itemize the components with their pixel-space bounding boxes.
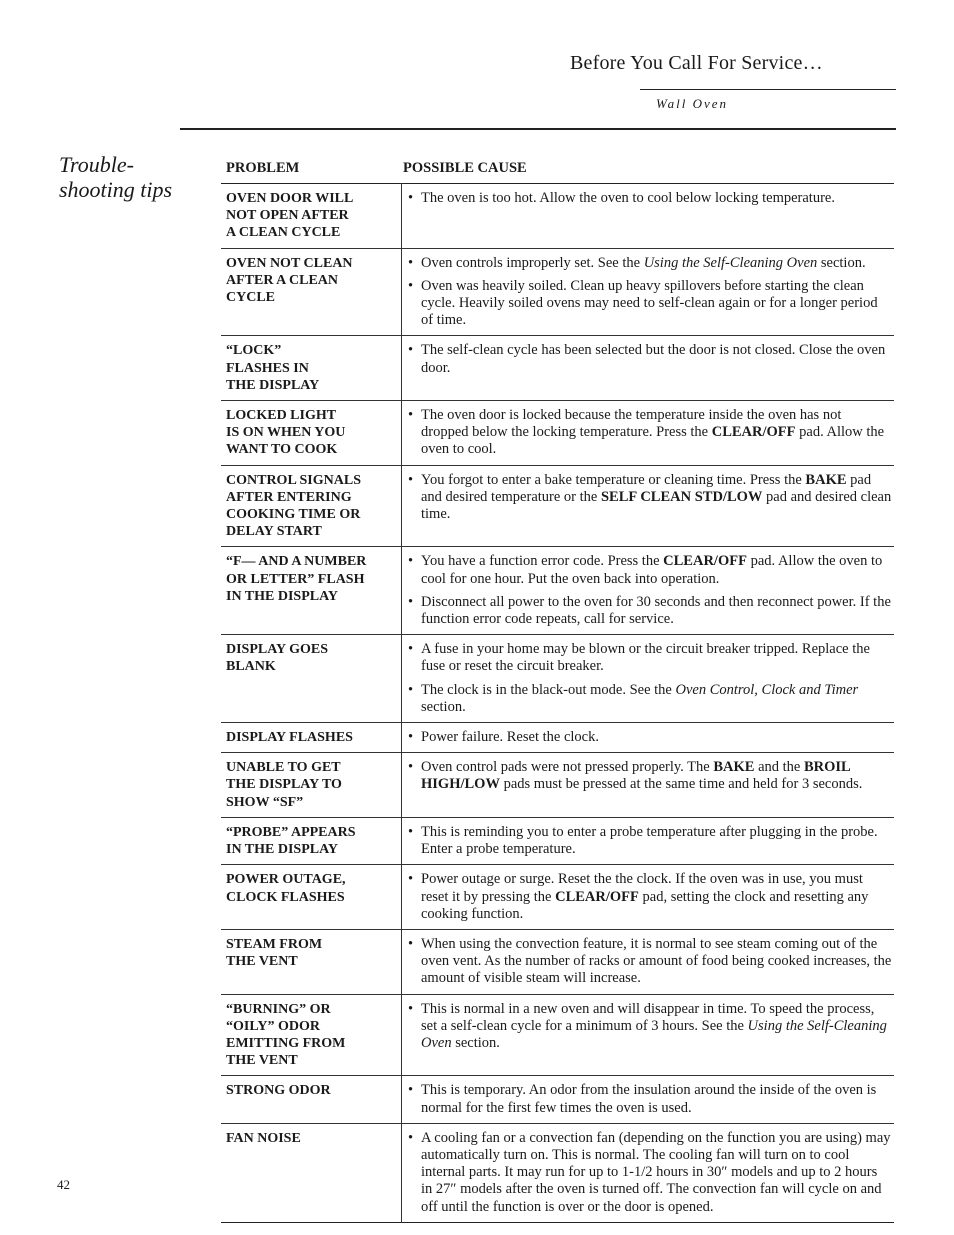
cause-cell	[402, 1076, 895, 1123]
problem-line: AFTER ENTERING	[226, 489, 352, 505]
cause-item	[408, 824, 892, 858]
problem-cell	[221, 1123, 402, 1222]
cause-cell	[402, 723, 895, 753]
cause-text: You forgot to enter a bake temperature or cleaning time. Press the	[421, 471, 806, 488]
problem-cell	[221, 929, 402, 994]
problem-line: “BURNING” OR	[226, 1001, 331, 1017]
cause-text: pad and desired temperature or the	[421, 471, 872, 505]
cause-cell	[402, 753, 895, 818]
cause-item	[408, 1130, 892, 1216]
cause-text: This is normal in a new oven and will disappear in time. To speed the process, set a self-clean cycle for a minimum of 3 hours. See the	[421, 1000, 875, 1034]
table-row	[221, 1123, 894, 1222]
table-row	[221, 547, 894, 635]
problem-line: BLANK	[226, 659, 276, 675]
cause-text: pad and desired clean time.	[421, 488, 892, 523]
problem-line: CYCLE	[226, 290, 276, 306]
table-row	[221, 401, 894, 466]
cause-item	[408, 871, 892, 923]
problem-cell	[221, 401, 402, 466]
cause-text: Oven control pads were not pressed properly. The	[421, 759, 714, 776]
problem-line: “OILY” ODOR	[226, 1018, 321, 1034]
cause-emphasis-bold: SELF CLEAN STD/LOW	[600, 488, 763, 505]
cause-cell	[402, 401, 895, 466]
problem-cell	[221, 723, 402, 753]
problem-line: THE DISPLAY TO	[226, 777, 342, 793]
cause-reference-italic: Oven Control, Clock and Timer	[675, 681, 859, 698]
table-row	[221, 929, 894, 994]
page-header-subtitle: Wall Oven	[656, 96, 729, 111]
problem-line: “PROBE” APPEARS	[226, 824, 356, 840]
table-row	[221, 1076, 894, 1123]
problem-line: DELAY START	[226, 524, 322, 540]
page-header-title: Before You Call For Service…	[570, 52, 823, 74]
problem-line: FAN NOISE	[226, 1130, 301, 1146]
cause-text: section.	[451, 1034, 500, 1051]
problem-line: DISPLAY FLASHES	[226, 730, 353, 746]
problem-line: OR LETTER” FLASH	[226, 571, 365, 587]
problem-line: STRONG ODOR	[226, 1083, 331, 1099]
cause-emphasis-bold: BROIL HIGH/LOW	[421, 759, 850, 793]
cause-text: A fuse in your home may be blown or the circuit breaker tripped. Replace the fuse or reset the circuit breaker.	[421, 641, 870, 675]
problem-line: FLASHES IN	[226, 360, 309, 376]
table-row	[221, 635, 894, 723]
problem-line: THE VENT	[226, 954, 298, 970]
cause-emphasis-bold: BAKE	[713, 759, 755, 776]
cause-cell	[402, 817, 895, 864]
troubleshooting-table	[221, 183, 894, 1223]
cause-text: and the	[754, 759, 804, 776]
problem-line: DISPLAY GOES	[226, 642, 329, 658]
problem-cell	[221, 865, 402, 930]
cause-text: Oven was heavily soiled. Clean up heavy spillovers before starting the clean cycle. Heavily soiled ovens may need to self-clean again or for a longer period of time.	[421, 277, 878, 329]
cause-text: The clock is in the black-out mode. See the	[421, 681, 676, 698]
problem-line: EMITTING FROM	[226, 1035, 346, 1051]
cause-emphasis-bold: CLEAR/OFF	[663, 553, 747, 570]
table-row	[221, 865, 894, 930]
problem-line: IN THE DISPLAY	[226, 842, 339, 858]
problem-cell	[221, 547, 402, 635]
cause-text: The oven door is locked because the temperature inside the oven has not dropped below the locking temperature. Press the	[421, 407, 842, 441]
cause-text: The self-clean cycle has been selected but the door is not closed. Close the oven door.	[421, 342, 886, 376]
header-divider-short	[640, 89, 896, 90]
section-title-line-2: shooting tips	[59, 177, 173, 202]
cause-item	[408, 278, 892, 330]
problem-line: “LOCK”	[226, 343, 282, 359]
cause-text: pads must be pressed at the same time and held for 3 seconds.	[499, 776, 863, 793]
problem-line: “F— AND A NUMBER	[226, 554, 367, 570]
problem-line: LOCKED LIGHT	[226, 408, 337, 424]
problem-line: IN THE DISPLAY	[226, 588, 339, 604]
cause-cell	[402, 1123, 895, 1222]
cause-cell	[402, 929, 895, 994]
cause-item	[408, 190, 892, 207]
cause-emphasis-bold: CLEAR/OFF	[711, 424, 796, 441]
cause-text: Power outage or surge. Reset the the clock. If the oven was in use, you must reset it by pressing the	[421, 871, 863, 905]
problem-cell	[221, 753, 402, 818]
cause-item	[408, 729, 892, 746]
cause-item	[408, 936, 892, 988]
problem-line: CLOCK FLASHES	[226, 889, 345, 905]
problem-line: OVEN NOT CLEAN	[226, 255, 353, 271]
cause-cell	[402, 994, 895, 1076]
problem-line: THE DISPLAY	[226, 377, 320, 393]
problem-line: A CLEAN CYCLE	[226, 225, 341, 241]
column-header-possible-cause: POSSIBLE CAUSE	[403, 160, 527, 176]
cause-item	[408, 759, 892, 793]
cause-item	[408, 1082, 892, 1116]
problem-line: IS ON WHEN YOU	[226, 425, 346, 441]
table-row	[221, 465, 894, 547]
problem-cell	[221, 994, 402, 1076]
problem-line: UNABLE TO GET	[226, 760, 341, 776]
cause-text: Oven controls improperly set. See the	[421, 254, 644, 271]
cause-text: pad. Allow the oven to cool for one hour. Put the oven back into operation.	[421, 553, 883, 587]
problem-line: COOKING TIME OR	[226, 507, 361, 523]
cause-text: Disconnect all power to the oven for 30 seconds and then reconnect power. If the function error code repeats, call for service.	[421, 593, 891, 628]
cause-text: A cooling fan or a convection fan (depending on the function you are using) may automatically turn on. This is normal. The cooling fan will turn on to cool internal parts. It may run for up to 1-1/2 hours in 30″ models and up to 2 hours in 27″ models after the oven is turned off. The convection fan will cycle on and off until the function is over or the door is opened.	[421, 1129, 891, 1215]
cause-emphasis-bold: CLEAR/OFF	[555, 888, 639, 905]
cause-cell	[402, 248, 895, 336]
cause-cell	[402, 336, 895, 401]
problem-line: THE VENT	[226, 1053, 298, 1069]
cause-text: Power failure. Reset the clock.	[421, 729, 599, 746]
cause-cell	[402, 865, 895, 930]
cause-item	[408, 641, 892, 675]
problem-line: POWER OUTAGE,	[226, 872, 346, 888]
table-row	[221, 336, 894, 401]
cause-text: You have a function error code. Press the	[421, 553, 664, 570]
column-header-problem: PROBLEM	[226, 160, 300, 176]
cause-text: pad. Allow the oven to cool.	[421, 424, 885, 458]
cause-cell	[402, 465, 895, 547]
cause-text: The oven is too hot. Allow the oven to cool below locking temperature.	[421, 190, 835, 206]
cause-cell	[402, 635, 895, 723]
cause-item	[408, 472, 892, 524]
cause-text: section.	[421, 698, 466, 715]
problem-cell	[221, 336, 402, 401]
cause-item	[408, 342, 892, 376]
cause-text: section.	[817, 254, 866, 271]
troubleshooting-table-body	[221, 184, 894, 1223]
problem-line: SHOW “SF”	[226, 794, 304, 810]
problem-cell	[221, 248, 402, 336]
cause-emphasis-bold: BAKE	[805, 471, 847, 488]
cause-text: When using the convection feature, it is normal to see steam coming out of the oven vent. As the number of racks or amount of food being cooked increases, the amount of visible steam will increase.	[421, 935, 892, 987]
table-row	[221, 184, 894, 249]
problem-cell	[221, 465, 402, 547]
problem-cell	[221, 635, 402, 723]
cause-item	[408, 407, 892, 459]
cause-reference-italic: Using the Self-Cleaning Oven	[421, 1017, 887, 1051]
problem-line: STEAM FROM	[226, 936, 323, 952]
cause-cell	[402, 184, 895, 249]
header-divider-long	[180, 128, 896, 130]
section-title-line-1: Trouble-	[59, 152, 134, 177]
section-title	[59, 152, 189, 202]
problem-cell	[221, 184, 402, 249]
problem-cell	[221, 1076, 402, 1123]
problem-cell	[221, 817, 402, 864]
table-row	[221, 994, 894, 1076]
cause-reference-italic: Using the Self-Cleaning Oven	[643, 254, 818, 271]
table-row	[221, 248, 894, 336]
cause-item	[408, 553, 892, 587]
table-row	[221, 753, 894, 818]
table-row	[221, 723, 894, 753]
table-row	[221, 817, 894, 864]
page-number: 42	[57, 1177, 70, 1192]
cause-item	[408, 594, 892, 628]
problem-line: AFTER A CLEAN	[226, 272, 339, 288]
cause-text: This is temporary. An odor from the insulation around the inside of the oven is normal for the first few times the oven is used.	[421, 1082, 877, 1116]
cause-text: This is reminding you to enter a probe temperature after plugging in the probe. Enter a probe temperature.	[421, 823, 878, 858]
problem-line: WANT TO COOK	[226, 442, 338, 458]
cause-text: pad, setting the clock and resetting any cooking function.	[421, 888, 869, 922]
cause-item	[408, 682, 892, 716]
cause-item	[408, 1001, 892, 1053]
cause-item	[408, 255, 892, 272]
problem-line: CONTROL SIGNALS	[226, 472, 361, 488]
cause-cell	[402, 547, 895, 635]
problem-line: NOT OPEN AFTER	[226, 208, 349, 224]
problem-line: OVEN DOOR WILL	[226, 191, 354, 206]
